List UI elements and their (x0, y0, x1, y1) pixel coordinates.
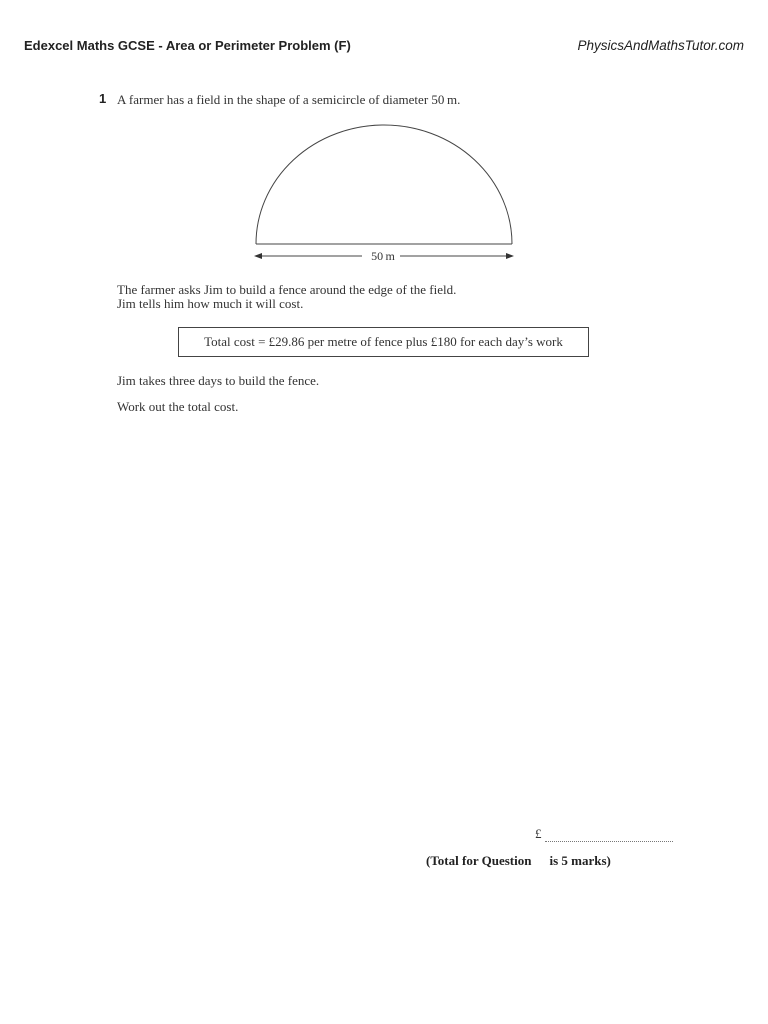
question-number: 1 (99, 91, 107, 106)
task-instruction: Work out the total cost. (117, 399, 239, 414)
total-marks-part1: (Total for Question (426, 853, 532, 868)
cost-box-text: Total cost = £29.86 per metre of fence plus £180 for each day’s work (204, 334, 563, 349)
semicircle-arc (256, 125, 512, 244)
days-statement: Jim takes three days to build the fence. (117, 373, 320, 388)
dimension-arrow-left (254, 253, 262, 259)
cost-box (178, 327, 589, 357)
total-marks (426, 853, 611, 869)
context-paragraph (117, 283, 456, 311)
context-line-1: The farmer asks Jim to build a fence around the edge of the field. (117, 282, 457, 297)
site-name: PhysicsAndMathsTutor.com (577, 38, 744, 53)
diameter-label: 50 m (371, 249, 395, 263)
context-line-2: Jim tells him how much it will cost. (117, 296, 304, 311)
currency-symbol: £ (535, 826, 542, 841)
document-title: Edexcel Maths GCSE - Area or Perimeter Problem (F) (24, 38, 351, 53)
question-intro: A farmer has a field in the shape of a semicircle of diameter 50 m. (117, 92, 461, 107)
answer-dotted-line[interactable] (545, 832, 673, 842)
total-marks-part2: is 5 marks) (549, 853, 611, 868)
dimension-arrow-right (506, 253, 514, 259)
semicircle-diagram (240, 115, 530, 275)
answer-line[interactable] (535, 826, 673, 842)
